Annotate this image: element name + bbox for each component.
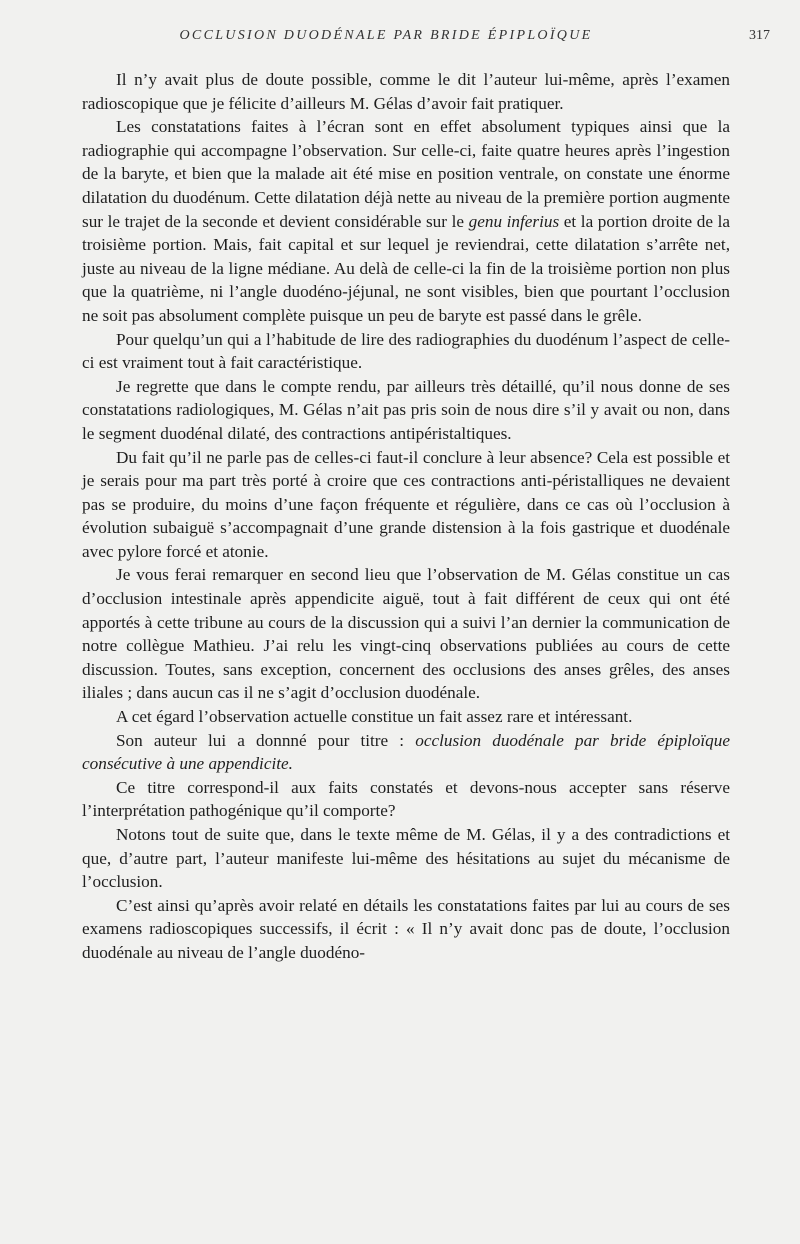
paragraph-7: A cet égard l’observation actuelle constitue un fait assez rare et intéressant. (116, 707, 633, 727)
page-number: 317 (749, 28, 770, 43)
paragraph-8 (82, 729, 730, 776)
paragraph-5: Du fait qu’il ne parle pas de celles-ci faut-il conclure à leur absence? Cela est possible et je serais pour ma part très porté à croire que ces contractions anti-péristalliques ne devaient pas se produire, du moins d’une façon fréquente et régulière, dans ce cas où l’occlusion à évolution subaiguë s’accompagnait d’une grande distension à la fois gastrique et duodénale avec pylore forcé et atonie. (82, 447, 730, 561)
paragraph-4: Je regrette que dans le compte rendu, par ailleurs très détaillé, qu’il nous donne de ses constatations radiologiques, M. Gélas n’ait pas pris soin de nous dire s’il y avait ou non, dans le segment duodénal dilaté, des contractions antipéristaltiques. (82, 376, 730, 443)
running-title: OCCLUSION DUODÉNALE PAR BRIDE ÉPIPLOÏQUE (179, 28, 593, 43)
paragraph-11: C’est ainsi qu’après avoir relaté en détails les constatations faites par lui au cours de ses examens radioscopiques successifs, il écrit : « Il n’y avait donc pas de doute, l’occlusion duodénale au niveau de l’angle duodéno- (82, 895, 730, 962)
paragraph-3: Pour quelqu’un qui a l’habitude de lire des radiographies du duodénum l’aspect de celle-ci est vraiment tout à fait caractéristique. (82, 329, 730, 373)
paragraph-10: Notons tout de suite que, dans le texte même de M. Gélas, il y a des contradictions et que, d’autre part, l’auteur manifeste lui-même des hésitations au sujet du mécanisme de l’occlusion. (82, 825, 730, 892)
paragraph-2-part-2: et la portion droite de la troisième portion. Mais, fait capital et sur lequel je reviendrai, cette dilatation s’arrête net, juste au niveau de la ligne médiane. Au delà de celle-ci la fin de la troisième portion non plus que la quatrième, ni l’angle duodéno-jéjunal, ne sont visibles, bien que pourtant l’occlusion ne soit pas absolument complète puisque un peu de baryte est passé dans le grêle. (82, 211, 730, 325)
paragraph-8-part-1: Son auteur lui a donnné pour titre : (116, 730, 416, 750)
paragraph-2 (82, 115, 730, 327)
paragraph-1: Il n’y avait plus de doute possible, comme le dit l’auteur lui-même, après l’examen radioscopique que je félicite d’ailleurs M. Gélas d’avoir fait pratiquer. (82, 70, 730, 113)
paragraph-6: Je vous ferai remarquer en second lieu que l’observation de M. Gélas constitue un cas d’occlusion intestinale après appendicite aiguë, tout à fait différent de ceux qui ont été apportés à cette tribune au cours de la discussion qui a suivi l’an dernier la communication de notre collègue Mathieu. J’ai relu les vingt-cinq observations publiées au cours de cette discussion. Toutes, sans exception, concernent des occlusions des anses grêles, des anses iliales ; dans aucun cas il ne s’agit d’occlusion duodénale. (82, 565, 730, 703)
paragraph-8-italic-title: occlusion duodénale par bride épiploïque consécutive à une appendicite. (82, 730, 730, 774)
paragraph-2-part-1: Les constatations faites à l’écran sont en effet absolument typiques ainsi que la radiographie qui accompagne l’observation. Sur celle-ci, faite quatre heures après l’ingestion de la baryte, et bien que la malade ait été mise en position ventrale, on constate une énorme dilatation du duodénum. Cette dilatation déjà nette au niveau de la première portion augmente sur le trajet de la seconde et devient considérable sur le (82, 117, 730, 231)
paragraph-9: Ce titre correspond-il aux faits constatés et devons-nous accepter sans réserve l’interprétation pathogénique qu’il comporte? (82, 777, 730, 821)
running-header (82, 24, 770, 52)
paragraph-2-italic-term: genu inferius (468, 211, 560, 231)
body-text (82, 68, 730, 965)
